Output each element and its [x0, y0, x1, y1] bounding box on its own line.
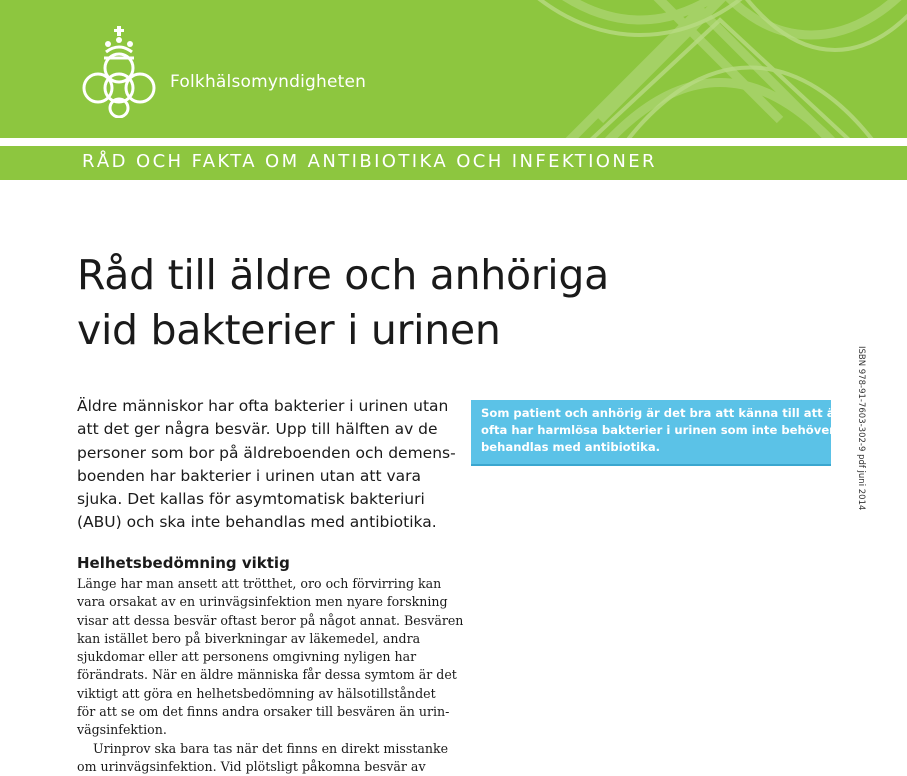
body-line: om urinvägsinfektion. Vid plötsligt påkomna besvär av: [77, 758, 426, 774]
body-line: förändrats. När en äldre människa får dessa symtom är det: [77, 667, 457, 683]
section-body: [77, 575, 464, 776]
lead-line: personer som bor på äldreboenden och demens-: [77, 443, 456, 462]
title-line: vid bakterier i urinen: [77, 306, 501, 354]
body-line: Länge har man ansett att trötthet, oro och förvirring kan: [77, 576, 442, 591]
lead-paragraph: [77, 395, 456, 535]
body-line: kan istället bero på biverkningar av läkemedel, andra: [77, 630, 421, 646]
folkhalsomyndigheten-logo-icon: [76, 22, 162, 118]
body-line: vara orsakat av en urinvägsinfektion men nyare forskning: [77, 594, 448, 610]
section-heading: Helhetsbedömning viktig: [77, 554, 290, 572]
callout-text: [481, 405, 861, 456]
callout-line: Som patient och anhörig är det bra att känna till att äldre: [481, 406, 861, 420]
lead-line: Äldre människor har ofta bakterier i urinen utan: [77, 397, 449, 415]
body-line: vägsinfektion.: [77, 722, 167, 738]
lead-line: (ABU) och ska inte behandlas med antibiotika.: [77, 513, 437, 532]
body-line: för att se om det finns andra orsaker till besvären än urin-: [77, 704, 450, 720]
callout-line: behandlas med antibiotika.: [481, 440, 661, 454]
info-callout: [471, 400, 861, 466]
body-line: sjukdomar eller att personens omgivning nyligen har: [77, 649, 417, 665]
title-line: Råd till äldre och anhöriga: [77, 251, 609, 299]
lead-line: sjuka. Det kallas för asymtomatisk bakteriuri: [77, 490, 425, 509]
lead-line: boenden har bakterier i urinen utan att vara: [77, 466, 421, 485]
header-banner: [0, 0, 907, 138]
lead-line: att det ger några besvär. Upp till hälften av de: [77, 420, 438, 439]
isbn-note: ISBN 978-91-7603-302-9 pdf juni 2014: [856, 346, 866, 511]
callout-line: ofta har harmlösa bakterier i urinen som inte behöver: [481, 423, 835, 437]
body-line: Urinprov ska bara tas när det finns en direkt misstanke: [93, 740, 449, 756]
page-title: [77, 248, 609, 358]
category-band: [0, 146, 907, 180]
body-line: visar att dessa besvär oftast beror på något annat. Besvären: [77, 612, 464, 628]
header-divider: [0, 138, 907, 146]
category-title: RÅD OCH FAKTA OM ANTIBIOTIKA OCH INFEKTIONER: [82, 151, 657, 172]
brand-name: Folkhälsomyndigheten: [170, 72, 367, 92]
body-line: viktigt att göra en helhetsbedömning av hälsotillståndet: [77, 685, 436, 701]
